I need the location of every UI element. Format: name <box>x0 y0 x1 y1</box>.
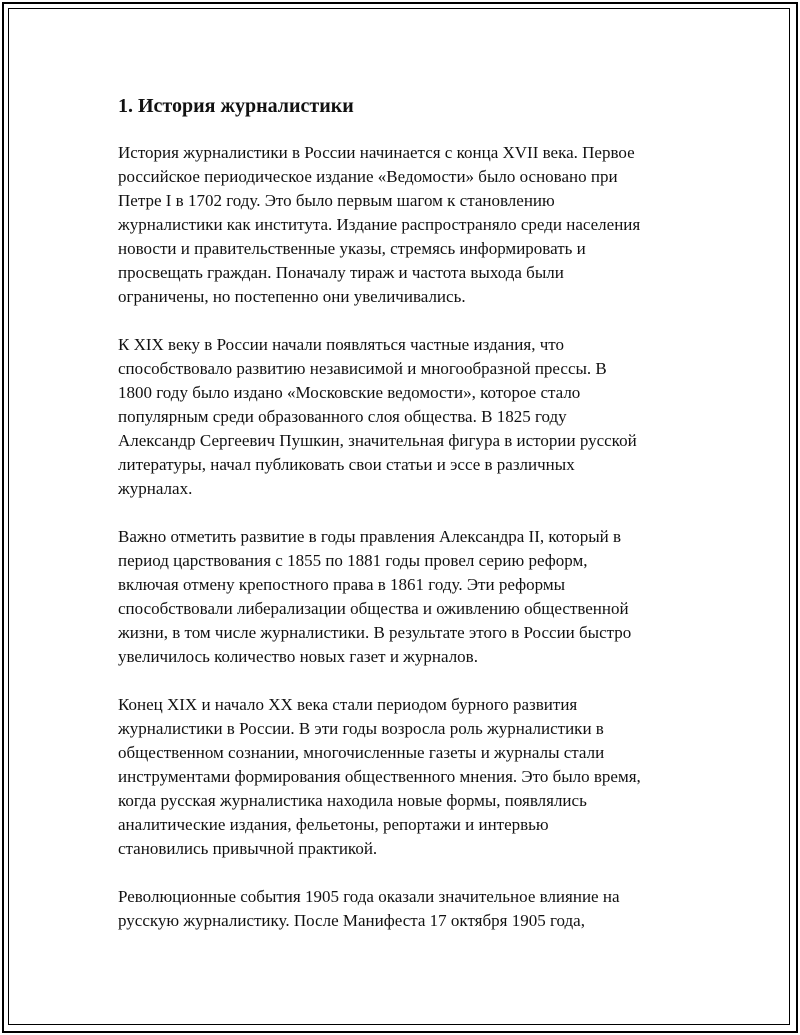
text-line: просвещать граждан. Поначалу тираж и частота выхода были <box>118 263 564 282</box>
text-line: инструментами формирования общественного мнения. Это было время, <box>118 767 641 786</box>
text-line: Конец XIX и начало XX века стали периодом бурного развития <box>118 695 578 714</box>
text-line: Александр Сергеевич Пушкин, значительная фигура в истории русской <box>118 431 637 450</box>
text-line: жизни, в том числе журналистики. В результате этого в России быстро <box>118 623 632 642</box>
text-line: Важно отметить развитие в годы правления Александра II, который в <box>118 527 622 546</box>
text-line: журналистики как института. Издание распространяло среди населения <box>118 215 641 234</box>
text-line: включая отмену крепостного права в 1861 году. Эти реформы <box>118 575 566 594</box>
text-line: 1800 году было издано «Московские ведомости», которое стало <box>118 383 581 402</box>
text-line: аналитические издания, фельетоны, репортажи и интервью <box>118 815 549 834</box>
text-line: К XIX веку в России начали появляться частные издания, что <box>118 335 564 354</box>
text-line: становились привычной практикой. <box>118 839 378 858</box>
text-line: ограничены, но постепенно они увеличивались. <box>118 287 466 306</box>
text-line: когда русская журналистика находила новые формы, появлялись <box>118 791 587 810</box>
text-line: способствовали либерализации общества и оживлению общественной <box>118 599 629 618</box>
text-line: период царствования с 1855 по 1881 годы провел серию реформ, <box>118 551 588 570</box>
text-line: способствовало развитию независимой и многообразной прессы. В <box>118 359 607 378</box>
text-line: российское периодическое издание «Ведомости» было основано при <box>118 167 618 186</box>
text-line: увеличилось количество новых газет и журналов. <box>118 647 478 666</box>
paragraph-4 <box>118 693 708 861</box>
paragraph-3 <box>118 525 708 669</box>
document-body <box>118 91 708 957</box>
text-line: русскую журналистику. После Манифеста 17 октября 1905 года, <box>118 911 585 930</box>
text-line: литературы, начал публиковать свои статьи и эссе в различных <box>118 455 575 474</box>
paragraph-5 <box>118 885 708 933</box>
text-line: популярным среди образованного слоя общества. В 1825 году <box>118 407 567 426</box>
text-line: журналах. <box>118 479 193 498</box>
section-heading: 1. История журналистики <box>118 95 354 117</box>
paragraph-1 <box>118 141 708 309</box>
text-line: История журналистики в России начинается с конца XVII века. Первое <box>118 143 635 162</box>
text-line: новости и правительственные указы, стремясь информировать и <box>118 239 586 258</box>
paragraph-2 <box>118 333 708 501</box>
text-line: Петре I в 1702 году. Это было первым шагом к становлению <box>118 191 555 210</box>
text-line: Революционные события 1905 года оказали значительное влияние на <box>118 887 620 906</box>
text-line: общественном сознании, многочисленные газеты и журналы стали <box>118 743 605 762</box>
text-line: журналистики в России. В эти годы возросла роль журналистики в <box>118 719 604 738</box>
